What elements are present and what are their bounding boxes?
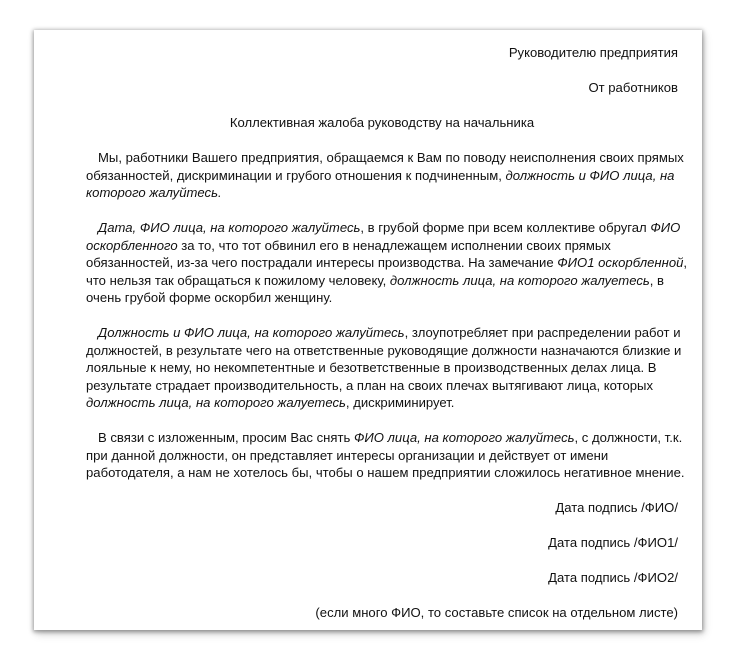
placeholder-text: оскорбленного: [86, 237, 178, 253]
placeholder-text: должность лица, на которого жалуетесь: [86, 395, 346, 410]
text-segment: , с должности, т.к.: [574, 430, 683, 445]
placeholder-text: должность лица, на которого жалуетесь: [389, 272, 650, 288]
paragraph-line: [86, 464, 685, 482]
placeholder-text: должность и ФИО лица, на: [505, 167, 675, 183]
text-segment: , в: [649, 272, 665, 288]
document-page: [34, 30, 702, 630]
text-segment: , дискриминирует.: [345, 395, 455, 410]
paragraph-line: [86, 237, 678, 255]
paragraph-line: [86, 342, 682, 360]
text-segment: работодателя, а нам не хотелось бы, чтобы о нашем предприятии сложилось негативное мнение.: [86, 465, 685, 480]
sender-line: От работников: [588, 80, 678, 95]
text-segment: В связи с изложенным, просим Вас снять: [98, 430, 354, 445]
text-segment: , злоупотребляет при распределении работ и: [404, 325, 681, 340]
signature-line-1: Дата подпись /ФИО/: [555, 500, 678, 515]
text-segment: должностей, в результате чего на ответственные руководящие должности назначаются близкие и: [86, 342, 682, 358]
text-segment: при данной должности, он представляет интересы организации и действует от имени: [86, 447, 609, 463]
recipient-line: Руководителю предприятия: [508, 45, 678, 60]
signature-line-3: Дата подпись /ФИО2/: [548, 570, 678, 585]
paragraph-line: [86, 447, 678, 465]
text-segment: , в грубой форме при всем коллективе обругал: [360, 220, 651, 235]
paragraph-2: [86, 219, 688, 307]
paragraph-line: [86, 377, 678, 395]
paragraph-line: [86, 359, 678, 377]
paragraph-line: [86, 429, 683, 447]
text-segment: обязанностей, из-за чего пострадали интересы производства. На замечание: [86, 255, 558, 270]
placeholder-text: ФИО лица, на которого жалуйтесь: [353, 430, 575, 445]
text-segment: очень грубой форме оскорбил женщину.: [86, 290, 333, 305]
signature-line-2: Дата подпись /ФИО1/: [548, 535, 678, 550]
text-segment: что нельзя так обращаться к пожилому человеку,: [86, 272, 390, 288]
paragraph-line: [86, 272, 678, 290]
placeholder-text: Должность и ФИО лица, на которого жалуйтесь: [98, 325, 405, 340]
placeholder-text: ФИО: [650, 220, 681, 235]
paragraph-line: [86, 149, 684, 167]
text-segment: обязанностей, дискриминации и грубого отношения к подчиненным,: [86, 167, 506, 183]
placeholder-text: которого жалуйтесь.: [86, 185, 222, 200]
paragraph-line: [86, 289, 678, 307]
paragraph-3: [86, 324, 682, 412]
text-segment: Мы, работники Вашего предприятия, обращаемся к Вам по поводу неисполнения своих прямых: [98, 150, 684, 165]
placeholder-text: Дата, ФИО лица, на которого жалуйтесь: [98, 220, 361, 235]
complaint-body: [86, 149, 688, 482]
paragraph-line: [86, 394, 678, 412]
paragraph-line: [86, 184, 678, 202]
paragraph-line: [86, 167, 678, 185]
paragraph-1: [86, 149, 684, 202]
text-segment: ,: [683, 255, 688, 270]
paragraph-4: [86, 429, 685, 482]
text-segment: за то, что тот обвинил его в ненадлежащем исполнении своих прямых: [177, 237, 611, 253]
paragraph-line: [86, 324, 681, 342]
paragraph-line: [86, 219, 681, 237]
placeholder-text: ФИО1 оскорбленной: [557, 255, 684, 270]
paragraph-line: [86, 254, 688, 272]
footnote: (если много ФИО, то составьте список на отдельном листе): [315, 605, 678, 620]
document-title: Коллективная жалоба руководству на начальника: [229, 115, 535, 130]
text-segment: лояльные к нему, но некомпетентные и безответственные в производственных делах лица. В: [86, 360, 657, 375]
text-segment: результате страдает производительность, а план на своих плечах вытягивают лица, которых: [86, 377, 654, 393]
